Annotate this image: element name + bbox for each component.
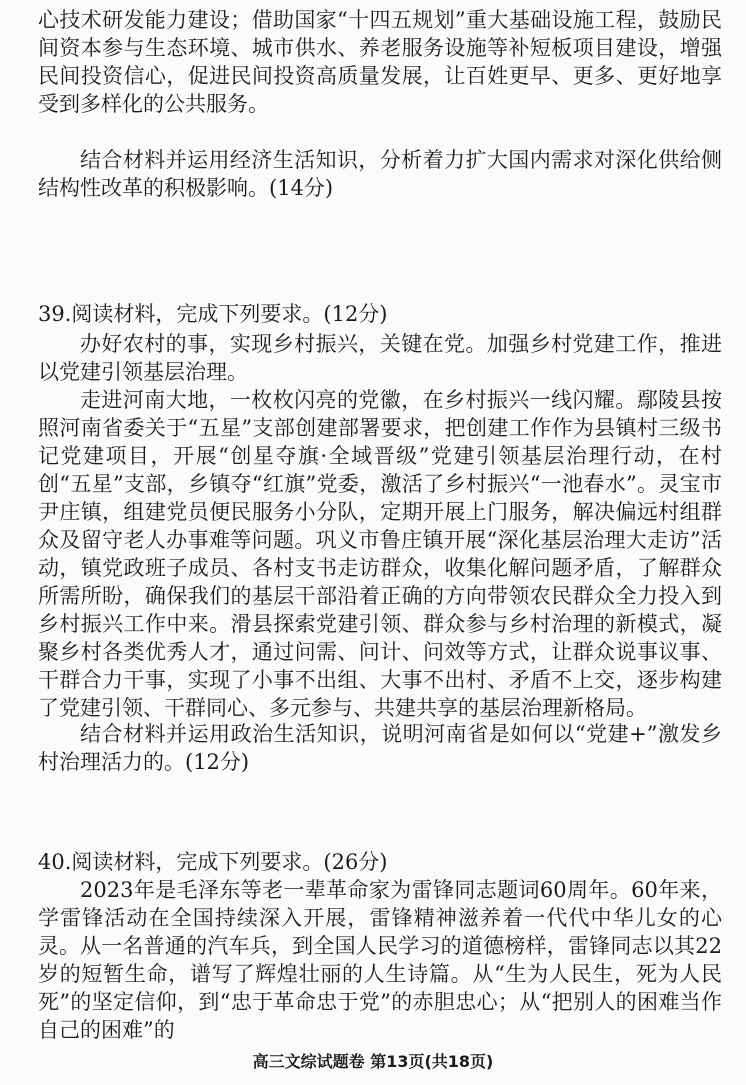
q39-prompt: 结合材料并运用政治生活知识，说明河南省是如何以“党建+”激发乡村治理活力的。(12分) bbox=[38, 722, 722, 774]
q39-material: 走进河南大地，一枚枚闪亮的党徽，在乡村振兴一线闪耀。鄢陵县按照河南省委关于“五星”支部创建部署要求，把创建工作作为县镇村三级书记党建项目，开展“创星夺旗·全域晋级”党建引领基层治理行动，在村创“五星”支部，乡镇夺“红旗”党委，激活了乡村振兴“一池春水”。灵宝市尹庄镇，组建党员便民服务小分队，定期开展上门服务，解决偏远村组群众及留守老人办事难等问题。巩义市鲁庄镇开展“深化基层治理大走访”活动，镇党政班子成员、各村支书走访群众，收集化解问题矛盾，了解群众所需所盼，确保我们的基层干部沿着正确的方向带领农民群众全力投入到乡村振兴工作中来。滑县探索党建引领、群众参与乡村治理的新模式，凝聚乡村各类优秀人才，通过问需、问计、问效等方式，让群众说事议事、干群合力干事，实现了小事不出组、大事不出村、矛盾不上交，逐步构建了党建引领、干群同心、多元参与、共建共享的基层治理新格局。 bbox=[38, 388, 722, 720]
q40-paragraph-2: 从一名普通的汽车兵，到全国人民学习的道德榜样，雷锋同志以其22岁的短暂生命，谱写了辉煌壮丽的人生诗篇。从“生为人民生，死为人民死”的坚定信仰，到“忠于革命忠于党”的赤胆忠心；从“把别人的困难当作自己的困难”的 bbox=[38, 934, 722, 1042]
q40-paragraph-1: 2023年是毛泽东等老一辈革命家为雷锋同志题词60周年。60年来，学雷锋活动在全国持续深入开展，雷锋精神滋养着一代代中华儿女的心灵。 bbox=[38, 878, 722, 958]
q40-heading: 40.阅读材料，完成下列要求。(26分) bbox=[38, 850, 388, 874]
q39-intro: 办好农村的事，实现乡村振兴，关键在党。加强乡村党建工作，推进以党建引领基层治理。 bbox=[38, 332, 722, 384]
q38-prompt: 结合材料并运用经济生活知识，分析着力扩大国内需求对深化供给侧结构性改革的积极影响。(14分) bbox=[38, 148, 722, 200]
q39-heading: 39.阅读材料，完成下列要求。(12分) bbox=[38, 302, 388, 326]
page-footer: 高三文综试题卷 第13页(共18页) bbox=[252, 1052, 494, 1071]
q38-material-tail: 心技术研发能力建设；借助国家“十四五规划”重大基础设施工程，鼓励民间资本参与生态环境、城市供水、养老服务设施等补短板项目建设，增强民间投资信心，促进民间投资高质量发展，让百姓更早、更多、更好地享受到多样化的公共服务。 bbox=[38, 8, 722, 116]
